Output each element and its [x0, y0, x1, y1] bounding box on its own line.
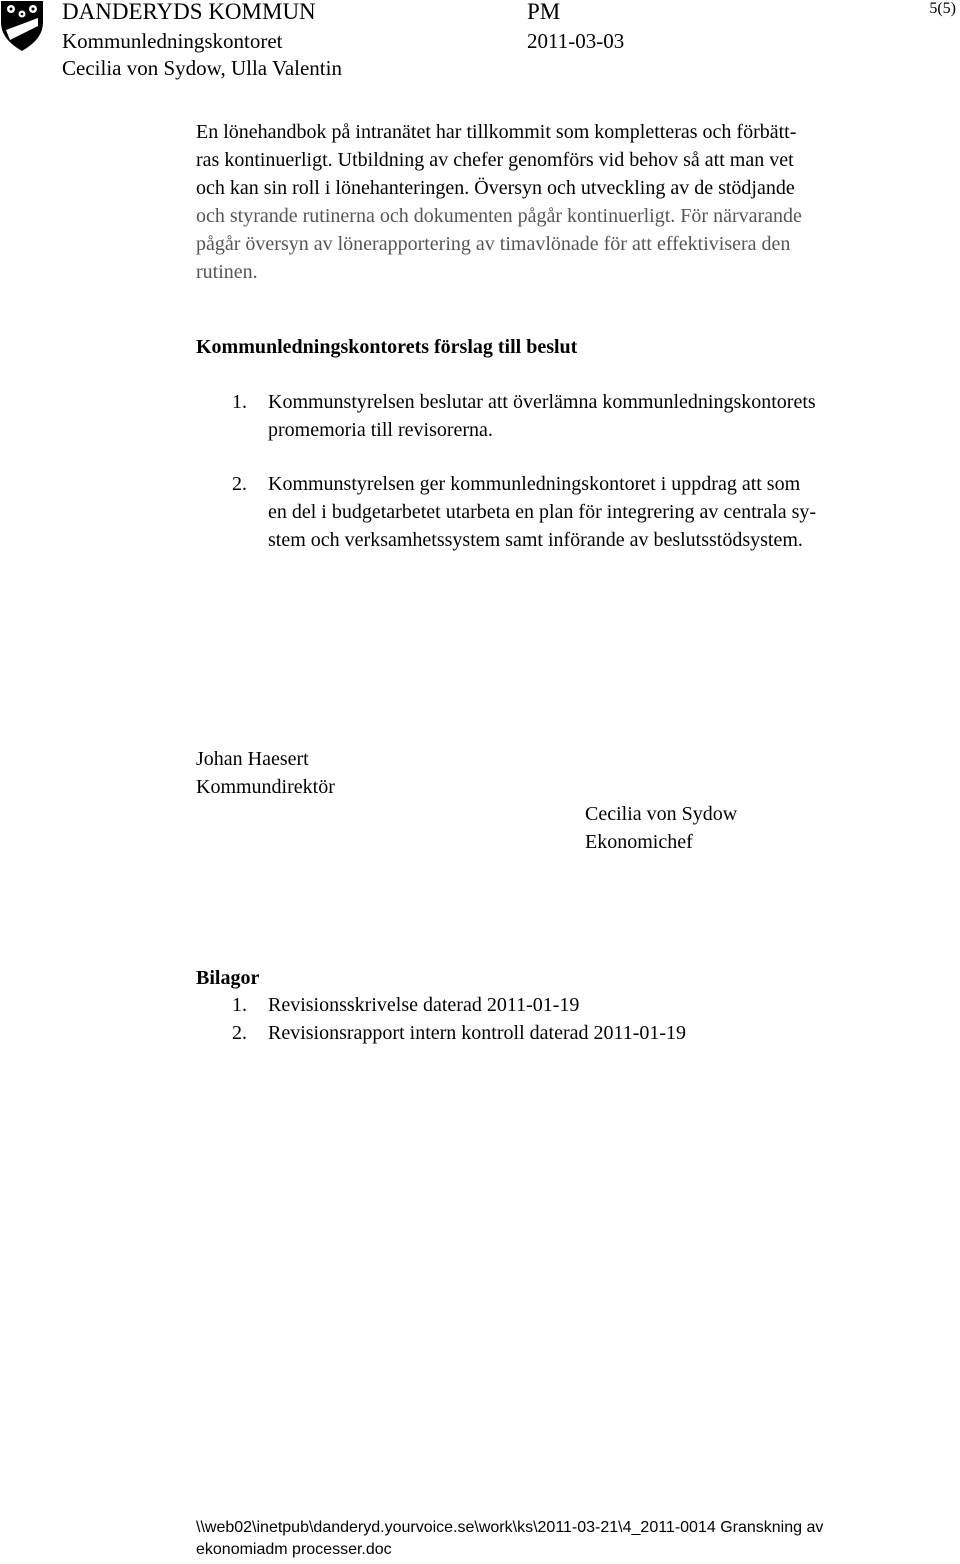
footer-line: ekonomiadm processer.doc: [196, 1541, 392, 1558]
proposal-item-text: [268, 388, 948, 444]
signature-block-director: [196, 745, 335, 801]
proposal-line: Kommunstyrelsen ger kommunledningskontoret i uppdrag att som: [268, 473, 801, 495]
proposal-line: stem och verksamhetssystem samt införande av beslutsstödsystem.: [268, 529, 803, 551]
proposal-line: promemoria till revisorerna.: [268, 419, 493, 441]
intro-paragraph: [196, 118, 936, 286]
attachment-number: 1.: [232, 994, 247, 1016]
signatory-name: Johan Haesert: [196, 748, 309, 770]
proposal-line: Kommunstyrelsen beslutar att överlämna kommunledningskontorets: [268, 391, 816, 413]
page-number: 5(5): [929, 0, 956, 17]
attachments-heading: Bilagor: [196, 967, 260, 989]
page-header: [0, 0, 960, 90]
paragraph-line: och kan sin roll i lönehanteringen. Översyn och utveckling av de stödjande: [196, 177, 795, 199]
paragraph-line: och styrande rutinerna och dokumenten pågår kontinuerligt. För närvarande: [196, 205, 802, 227]
signatory-title: Ekonomichef: [585, 831, 693, 853]
attachment-text: Revisionsskrivelse daterad 2011-01-19: [268, 994, 580, 1016]
paragraph-line: En lönehandbok på intranätet har tillkommit som kompletteras och förbätt-: [196, 121, 797, 143]
proposal-item-number: 2.: [232, 473, 247, 495]
document-authors: Cecilia von Sydow, Ulla Valentin: [62, 56, 342, 80]
signatory-name: Cecilia von Sydow: [585, 803, 738, 825]
document-date: 2011-03-03: [527, 29, 625, 53]
proposal-heading: Kommunledningskontorets förslag till beslut: [196, 336, 578, 358]
paragraph-line: pågår översyn av lönerapportering av timavlönade för att effektivisera den: [196, 233, 791, 255]
attachment-text: Revisionsrapport intern kontroll daterad 2011-01-19: [268, 1022, 687, 1044]
proposal-item-number: 1.: [232, 391, 247, 413]
organization-name: DANDERYDS KOMMUN: [62, 0, 316, 24]
paragraph-line: rutinen.: [196, 261, 258, 283]
proposal-item-text: [268, 470, 948, 554]
paragraph-line: ras kontinuerligt. Utbildning av chefer genomförs vid behov så att man vet: [196, 149, 794, 171]
signature-block-finance: [585, 800, 737, 856]
signatory-title: Kommundirektör: [196, 776, 335, 798]
document-type: PM: [527, 0, 561, 24]
department-name: Kommunledningskontoret: [62, 29, 283, 53]
attachment-number: 2.: [232, 1022, 247, 1044]
footer-line: \\web02\inetpub\danderyd.yourvoice.se\work\ks\2011-03-21\4_2011-0014 Granskning av: [196, 1519, 824, 1536]
file-path-footer: [196, 1517, 936, 1561]
proposal-line: en del i budgetarbetet utarbeta en plan för integrering av centrala sy-: [268, 501, 817, 523]
municipality-crest-icon: [0, 0, 44, 52]
